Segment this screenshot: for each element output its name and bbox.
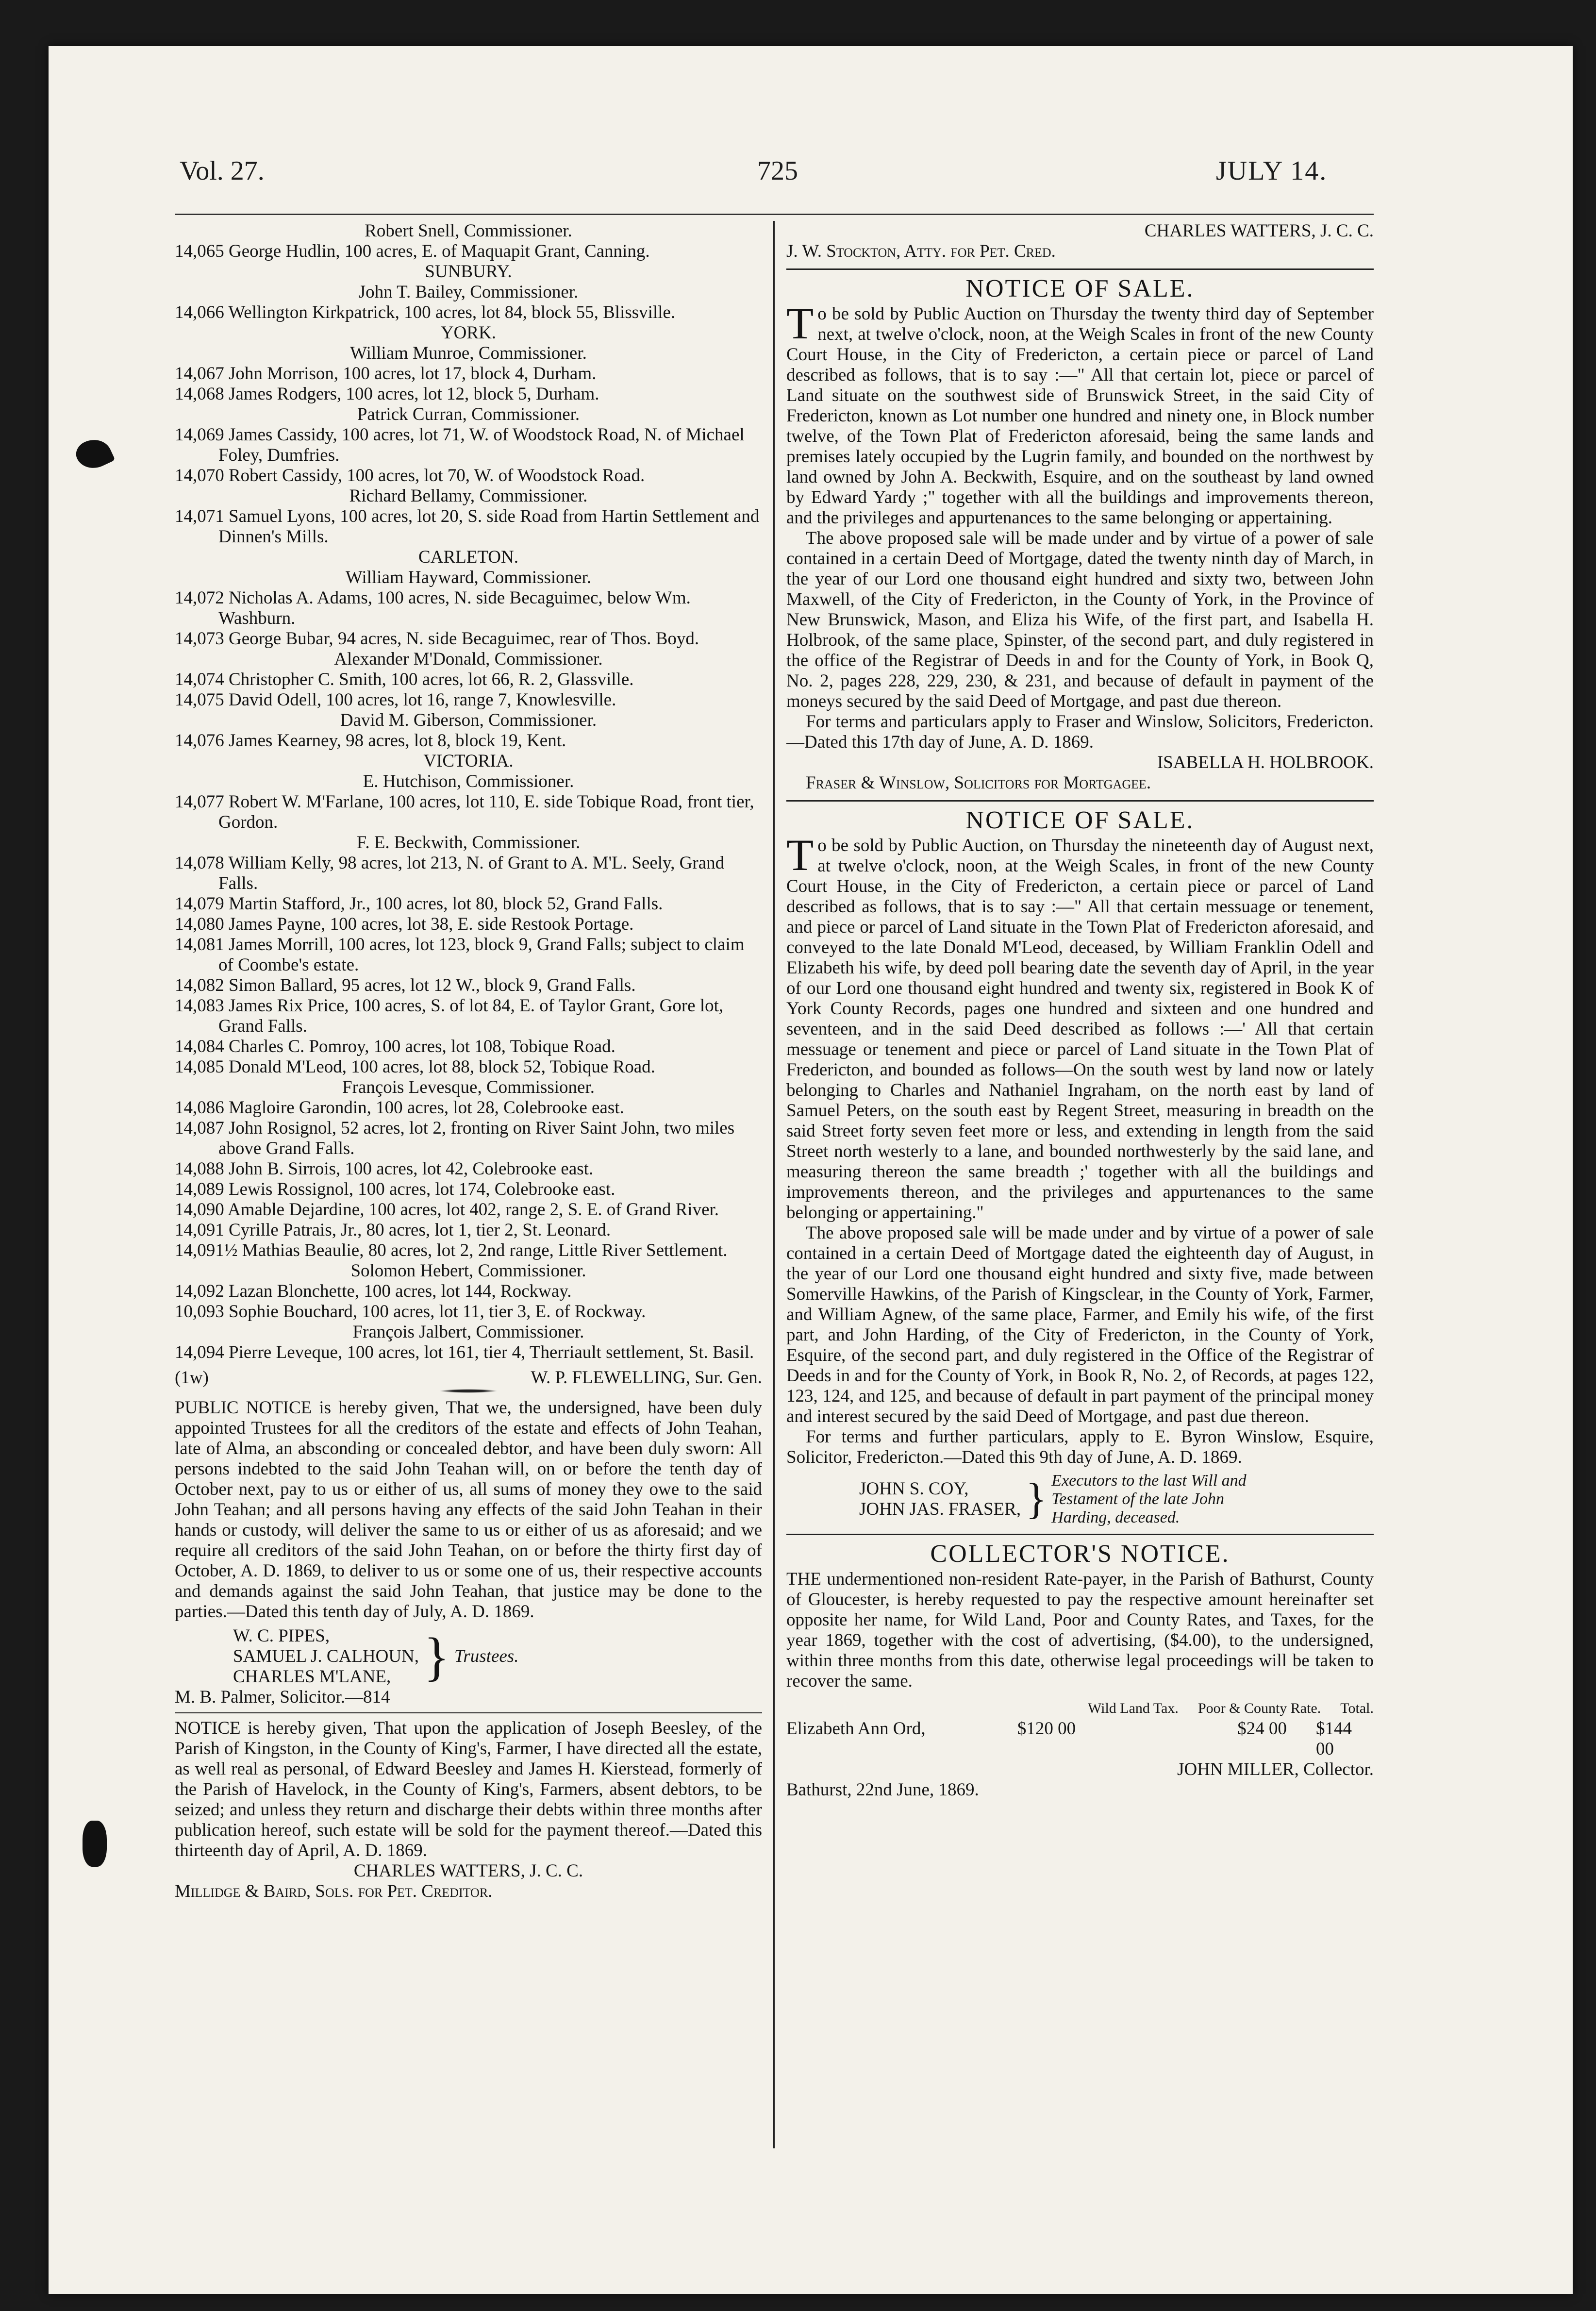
attorney-line: J. W. Stockton, Atty. for Pet. Cred.: [786, 241, 1056, 261]
grant-entry: 10,093 Sophie Bouchard, 100 acres, lot 11, tier 3, E. of Rockway.: [175, 1302, 646, 1322]
commissioner-line: Patrick Curran, Commissioner.: [357, 404, 580, 424]
brace-glyph: }: [1026, 1475, 1047, 1523]
trustees-block: [233, 1626, 762, 1687]
sale-notice-body: To be sold by Public Auction on Thursday the twenty third day of September next, at twelve o'clock, noon, at the Weigh Scales in front of the new County Court House, in the City of Fredericton, a certain piece or parcel of Land described as follows, that is to say :—" All that certain lot, piece or parcel of Land situate on the southwest side of Brunswick Street, in the said City of Fredericton, known as Lot number one hundred and ninety one, in Block number twelve, of the Town Plat of Fredericton aforesaid, being the same lands and premises lately occupied by the Lugrin family, and bounded on the northwest by land owned by John A. Beckwith, Esquire, and on the southeast by land owned by Edward Yardy ;" together with all the buildings and improvements thereon, and the privileges and appurtenances to the same belonging or appertaining.: [786, 299, 1374, 528]
commissioner-line: E. Hutchison, Commissioner.: [363, 771, 574, 791]
tax-table-header: [786, 1698, 1374, 1719]
grant-entry: 14,075 David Odell, 100 acres, lot 16, range 7, Knowlesville.: [175, 690, 616, 710]
commissioner-line: F. E. Beckwith, Commissioner.: [356, 833, 581, 853]
county-heading: CARLETON.: [418, 547, 518, 567]
grant-entry: 14,070 Robert Cassidy, 100 acres, lot 70, W. of Woodstock Road.: [175, 466, 645, 486]
col-wild-land: Wild Land Tax.: [1088, 1700, 1179, 1716]
grant-entry: 14,091 Cyrille Patrais, Jr., 80 acres, lot 1, tier 2, St. Leonard.: [175, 1220, 611, 1240]
grant-entry: 14,065 George Hudlin, 100 acres, E. of Maquapit Grant, Canning.: [175, 241, 650, 261]
issue-date: JULY 14.: [1216, 156, 1328, 186]
sale-notice-body: The above proposed sale will be made under and by virtue of a power of sale contained in a certain Deed of Mortgage dated the eighteenth day of August, in the year of our Lord one thousand eight hundred and sixty five, made between Somerville Hawkins, of the Parish of Kingsclear, in the County of York, Farmer, and William Agnew, of the same place, Farmer, and Emily his wife, of the first part, and John Harding, of the City of Fredericton, in the County of York, Esquire, of the second part, and duly registered in the Office of the Registrar of Deeds in and for the County of York, in Book R, No. 2, of Records, at pages 122, 123, 124, and 125, and because of default in part payment of the principal money and interest secured by the said Deed of Mortgage, and past due thereon.: [786, 1223, 1374, 1426]
collector-date: Bathurst, 22nd June, 1869.: [786, 1780, 979, 1800]
grant-entry: 14,090 Amable Dejardine, 100 acres, lot 402, range 2, S. E. of Grand River.: [175, 1200, 719, 1220]
clerk-signature: CHARLES WATTERS, J. C. C.: [353, 1861, 583, 1881]
grant-entry: 14,091½ Mathias Beaulie, 80 acres, lot 2, 2nd range, Little River Settlement.: [175, 1240, 728, 1260]
grant-entry: 14,078 William Kelly, 98 acres, lot 213, N. of Grant to A. M'L. Seely, Grand Falls.: [175, 853, 725, 893]
ink-mark: [83, 1821, 107, 1867]
commissioner-line: Robert Snell, Commissioner.: [365, 221, 572, 241]
grant-entry: 14,085 Donald M'Leod, 100 acres, lot 88, block 52, Tobique Road.: [175, 1057, 655, 1077]
section-rule: [786, 1534, 1374, 1535]
executors-block: [859, 1472, 1374, 1527]
grant-entry: 14,067 John Morrison, 100 acres, lot 17, block 4, Durham.: [175, 364, 597, 384]
section-rule: [786, 268, 1374, 270]
county-heading: YORK.: [440, 323, 497, 343]
mortgagee-solicitors: Fraser & Winslow, Solicitors for Mortgagee.: [806, 773, 1151, 793]
sale-notice-title: NOTICE OF SALE.: [965, 806, 1195, 834]
grant-entry: 14,089 Lewis Rossignol, 100 acres, lot 174, Colebrooke east.: [175, 1179, 615, 1199]
commissioner-line: William Munroe, Commissioner.: [350, 343, 587, 363]
grant-entry: 14,084 Charles C. Pomroy, 100 acres, lot 108, Tobique Road.: [175, 1037, 615, 1056]
sale-notice-body: To be sold by Public Auction, on Thursday the nineteenth day of August next, at twelve o'clock, noon, at the Weigh Scales, in front of the new County Court House, in the City of Fredericton, a certain piece or parcel of Land described as follows, that is to say :—" All that certain messuage or tenement, and piece or parcel of Land situate in the Town Plat of Fredericton aforesaid, and conveyed to the late Donald M'Leod, deceased, by William Franklin Odell and Elizabeth his wife, by deed poll bearing date the seventh day of April, in the year of our Lord one thousand eight hundred and twenty six, registered in Book K of York County Records, pages one hundred and sixteen and one hundred and seventeen, and in the said Deed described as follows :—' All that certain messuage or tenement and piece or parcel of Land situate in the Town Plat of Fredericton, and bounded as follows—On the south west by land now or lately belonging to Charles and Nathaniel Ingraham, on the north east by land of Samuel Peters, on the south east by Regent Street, measuring in breadth on the said Street forty seven feet more or less, and extending in length from the said Street north westerly to a lane, and bounded northwesterly by the said lane, and measuring thereon the same breadth ;' together with all the buildings and improvements thereon, and the privileges and appurtenances to the same belonging or appertaining.": [786, 830, 1374, 1222]
right-column: [786, 221, 1374, 2148]
grant-entry: 14,077 Robert W. M'Farlane, 100 acres, lot 110, E. side Tobique Road, front tier, Gordon.: [175, 792, 754, 832]
executor-name: JOHN JAS. FRASER,: [859, 1499, 1021, 1519]
column-divider: [773, 221, 775, 2148]
surveyor-signature: [175, 1368, 762, 1388]
collector-notice-title: COLLECTOR'S NOTICE.: [930, 1540, 1230, 1568]
tax-table-row: [786, 1719, 1374, 1759]
collector-notice-body: THE undermentioned non-resident Rate-payer, in the Parish of Bathurst, County of Gloucester, is hereby requested to pay the respective amount hereinafter set opposite her name, for Wild Land, Poor and County Rates, and Taxes, for the year 1869, together with the cost of advertising, ($4.00), to the undersigned, within three months from this date, otherwise legal proceedings will be taken to recover the same.: [786, 1569, 1374, 1691]
executors-label: Executors to the last Will and Testament of the late John Harding, deceased.: [1051, 1472, 1247, 1526]
grant-entry: 14,079 Martin Stafford, Jr., 100 acres, lot 80, block 52, Grand Falls.: [175, 894, 663, 914]
total-amount: $144 00: [1315, 1719, 1352, 1759]
sale-notice-body: For terms and further particulars, apply to E. Byron Winslow, Esquire, Solicitor, Fredericton.—Dated this 9th day of June, A. D. 1869.: [786, 1427, 1374, 1467]
col-total: Total.: [1340, 1700, 1374, 1716]
grant-entry: 14,094 Pierre Leveque, 100 acres, lot 161, tier 4, Therriault settlement, St. Basil.: [175, 1342, 754, 1362]
grant-entry: 14,092 Lazan Blonchette, 100 acres, lot 144, Rockway.: [175, 1281, 572, 1301]
beesley-notice-body: NOTICE is hereby given, That upon the application of Joseph Beesley, of the Parish of Kingston, in the County of King's, Farmer, I have directed all the estate, as well real as personal, of Edward Beesley and James H. Kierstead, formerly of the Parish of Havelock, in the County of King's, Farmers, absent debtors, to be seized; and unless they return and discharge their debts within three months after publication hereof, such estate will be sold for the payment thereof.—Dated this thirteenth day of April, A. D. 1869.: [175, 1718, 762, 1860]
commissioner-line: William Hayward, Commissioner.: [345, 568, 592, 587]
county-heading: SUNBURY.: [425, 262, 512, 282]
grant-entry: 14,081 James Morrill, 100 acres, lot 123, block 9, Grand Falls; subject to claim of Coombe's estate.: [175, 935, 745, 975]
grant-entry: 14,066 Wellington Kirkpatrick, 100 acres, lot 84, block 55, Blissville.: [175, 302, 676, 322]
grant-entry: 14,083 James Rix Price, 100 acres, S. of lot 84, E. of Taylor Grant, Gore lot, Grand Falls.: [175, 996, 724, 1036]
grant-entry: 14,086 Magloire Garondin, 100 acres, lot 28, Colebrooke east.: [175, 1098, 624, 1118]
grant-entry: 14,073 George Bubar, 94 acres, N. side Becaguimec, rear of Thos. Boyd.: [175, 629, 699, 649]
page-number: 725: [757, 156, 798, 186]
commissioner-line: François Levesque, Commissioner.: [342, 1077, 595, 1097]
commissioner-line: John T. Bailey, Commissioner.: [358, 282, 579, 302]
grant-entry: 14,069 James Cassidy, 100 acres, lot 71, W. of Woodstock Road, N. of Michael Foley, Dumfries.: [175, 425, 745, 465]
sale-notice-body: For terms and particulars apply to Fraser and Winslow, Solicitors, Fredericton.—Dated this 17th day of June, A. D. 1869.: [786, 712, 1374, 752]
trustee-name: SAMUEL J. CALHOUN,: [233, 1646, 419, 1666]
grant-entry: 14,088 John B. Sirrois, 100 acres, lot 42, Colebrooke east.: [175, 1159, 594, 1179]
grant-entry: 14,068 James Rodgers, 100 acres, lot 12, block 5, Durham.: [175, 384, 599, 404]
grant-entry: 14,074 Christopher C. Smith, 100 acres, lot 66, R. 2, Glassville.: [175, 670, 634, 689]
grant-entry: 14,071 Samuel Lyons, 100 acres, lot 20, S. side Road from Hartin Settlement and Dinnen's Mills.: [175, 506, 760, 547]
mortgagee-signature: ISABELLA H. HOLBROOK.: [1157, 753, 1374, 772]
county-heading: VICTORIA.: [423, 751, 514, 771]
volume-label: Vol. 27.: [180, 156, 265, 186]
divider-ornament: [439, 1389, 498, 1393]
trustee-name: W. C. PIPES,: [233, 1626, 330, 1646]
poor-county-amount: $24 00: [1237, 1719, 1287, 1739]
grant-entry: 14,080 James Payne, 100 acres, lot 38, E. side Restook Portage.: [175, 914, 634, 934]
commissioner-line: Richard Bellamy, Commissioner.: [349, 486, 588, 506]
sale-notice-title: NOTICE OF SALE.: [965, 275, 1195, 302]
section-rule: [786, 800, 1374, 802]
trustee-name: CHARLES M'LANE,: [233, 1667, 391, 1687]
creditor-solicitors: Millidge & Baird, Sols. for Pet. Creditor.: [175, 1881, 493, 1901]
surveyor-name: W. P. FLEWELLING, Sur. Gen.: [531, 1368, 762, 1388]
public-notice-body: PUBLIC NOTICE is hereby given, That we, the undersigned, have been duly appointed Trustees for all the creditors of the estate and effects of John Teahan, late of Alma, an absconding or concealed debtor, and have been duly sworn: All persons indebted to the said John Teahan will, on or before the tenth day of October next, pay to us or either of us, all sums of money they owe to the said John Teahan; and all persons having any effects of the said John Teahan in their hands or custody, will deliver the same to us or either of us as aforesaid; and we require all creditors of the said John Teahan, on or before the thirty first day of October, A. D. 1869, to deliver to us or some one of us, their respective accounts and demands against the said John Teahan, that justice may be done to the parties.—Dated this tenth day of July, A. D. 1869.: [175, 1398, 762, 1622]
section-rule: [175, 1712, 762, 1713]
ratepayer-name: Elizabeth Ann Ord,: [786, 1719, 926, 1739]
clerk-signature: CHARLES WATTERS, J. C. C.: [1144, 221, 1374, 241]
commissioner-line: François Jalbert, Commissioner.: [352, 1322, 584, 1342]
trustees-label: Trustees.: [454, 1646, 519, 1666]
commissioner-line: Alexander M'Donald, Commissioner.: [334, 649, 603, 669]
sale-notice-body: The above proposed sale will be made under and by virtue of a power of sale contained in a certain Deed of Mortgage, dated the twenty ninth day of March, in the year of our Lord one thousand eight hundred and sixty two, between John Maxwell, of the City of Fredericton, in the County of York, in the Province of New Brunswick, Mason, and Eliza his Wife, of the first part, and Isabella H. Holbrook, of the same place, Spinster, of the second part, and duly registered in the office of the Registrar of Deeds in and for the County of York, in Book Q, No. 2, pages 228, 229, 230, & 231, and because of default in payment of the moneys secured by the said Deed of Mortgage, and past due thereon.: [786, 528, 1374, 711]
wild-land-amount: $120 00: [1017, 1719, 1076, 1739]
executor-name: JOHN S. COY,: [859, 1479, 969, 1499]
notice-code: (1w): [175, 1368, 209, 1388]
commissioner-line: Solomon Hebert, Commissioner.: [350, 1261, 586, 1281]
left-column: [175, 221, 762, 2148]
grant-entry: 14,076 James Kearney, 98 acres, lot 8, block 19, Kent.: [175, 731, 566, 751]
col-poor-county: Poor & County Rate.: [1197, 1700, 1321, 1716]
solicitor-line: M. B. Palmer, Solicitor.—814: [175, 1687, 390, 1707]
header-rule: [175, 214, 1374, 215]
grant-entry: 14,072 Nicholas A. Adams, 100 acres, N. side Becaguimec, below Wm. Washburn.: [175, 588, 691, 628]
grant-entry: 14,087 John Rosignol, 52 acres, lot 2, fronting on River Saint John, two miles above Grand Falls.: [175, 1118, 735, 1158]
grant-entry: 14,082 Simon Ballard, 95 acres, lot 12 W., block 9, Grand Falls.: [175, 975, 636, 995]
collector-signature: JOHN MILLER, Collector.: [1177, 1759, 1374, 1779]
commissioner-line: David M. Giberson, Commissioner.: [340, 710, 597, 730]
brace-glyph: }: [424, 1627, 449, 1686]
